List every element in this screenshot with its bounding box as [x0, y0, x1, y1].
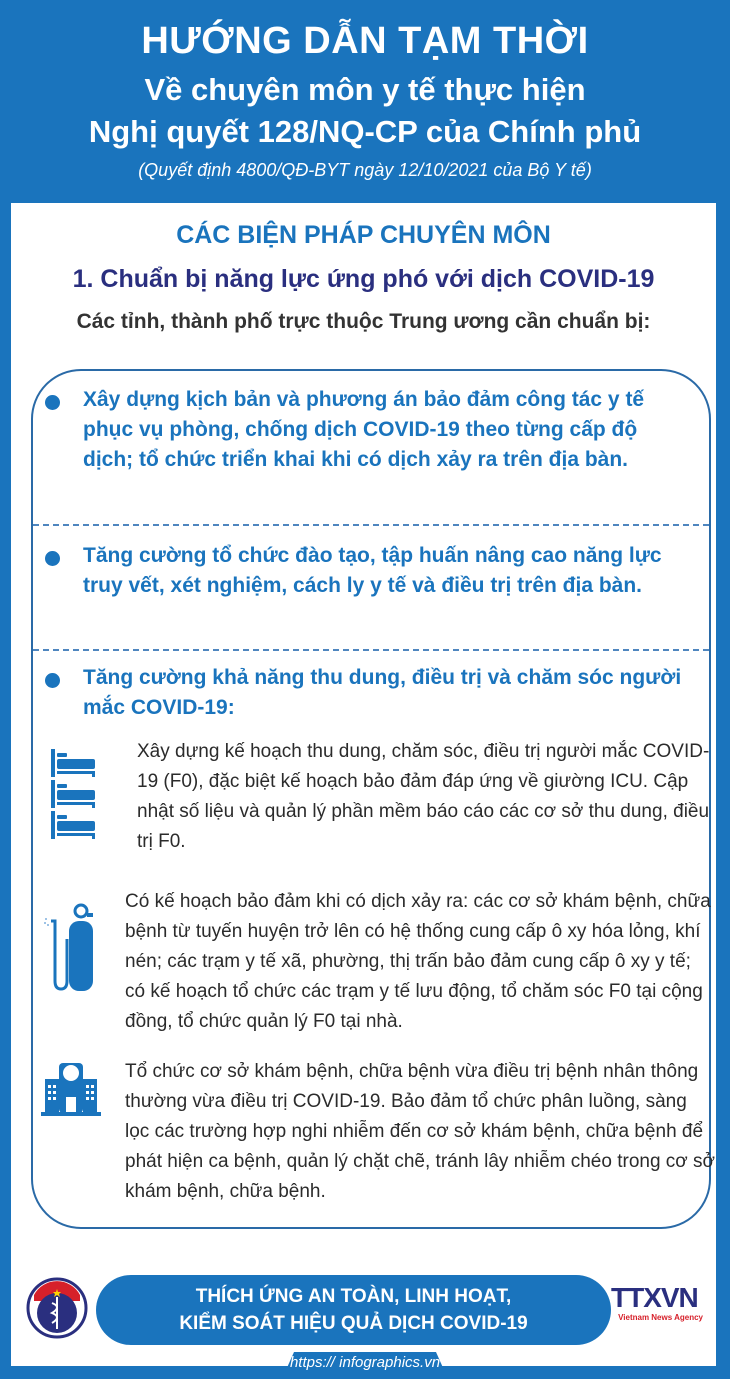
ttxvn-logo: [611, 1283, 711, 1333]
ministry-of-health-logo: [26, 1263, 88, 1353]
content-panel: [11, 203, 716, 1366]
bunk-bed-icon: [51, 749, 97, 839]
section-intro: Các tỉnh, thành phố trực thuộc Trung ương cần chuẩn bị:: [76, 310, 651, 333]
dashed-divider: [33, 649, 709, 651]
decision-note: (Quyết định 4800/QĐ-BYT ngày 12/10/2021 của Bộ Y tế): [138, 160, 592, 180]
page-title: HƯỚNG DẪN TẠM THỜI: [141, 20, 589, 62]
page-subtitle-line1: Về chuyên môn y tế thực hiện: [144, 72, 586, 107]
dashed-divider: [33, 524, 709, 526]
bullet-dot-icon: [45, 551, 60, 566]
slogan-line2: KIỂM SOÁT HIỆU QUẢ DỊCH COVID-19: [179, 1313, 528, 1334]
ttxvn-logo-text: TTXVN: [611, 1282, 698, 1313]
sub-item-text: Có kế hoạch bảo đảm khi có dịch xảy ra: các cơ sở khám bệnh, chữa bệnh từ tuyến huyện trở lên có hệ thống cung cấp ô xy hóa lỏng, khí nén; các trạm y tế xã, phường, thị trấn bảo đảm cung cấp ô xy y tế; có kế hoạch tổ chức các trạm y tế lưu động, tổ chăm sóc F0 tại cộng đồng, tổ chức quản lý F0 tại nhà.: [125, 891, 711, 1032]
ttxvn-tagline: Vietnam News Agency: [618, 1313, 703, 1322]
measures-box: [31, 369, 716, 1229]
page-subtitle-line2: Nghị quyết 128/NQ-CP của Chính phủ: [88, 114, 642, 149]
bullet-dot-icon: [45, 673, 60, 688]
bullet-dot-icon: [45, 395, 60, 410]
bullet-text: Tăng cường khả năng thu dung, điều trị và chăm sóc người mắc COVID-19:: [83, 666, 682, 719]
website-link[interactable]: https:// infographics.vn: [289, 1354, 441, 1371]
header: [0, 0, 730, 200]
section-subtitle: 1. Chuẩn bị năng lực ứng phó với dịch COVID-19: [72, 265, 655, 293]
hospital-icon: [41, 1061, 101, 1117]
oxygen-tank-icon: [43, 899, 103, 994]
slogan-banner: [96, 1275, 611, 1345]
section-title: CÁC BIỆN PHÁP CHUYÊN MÔN: [176, 221, 551, 249]
bullet-text: Tăng cường tổ chức đào tạo, tập huấn nâng cao năng lực truy vết, xét nghiệm, cách ly y tế và điều trị trên địa bàn.: [83, 544, 662, 597]
slogan-line1: THÍCH ỨNG AN TOÀN, LINH HOẠT,: [195, 1286, 512, 1307]
sub-item-text: Tổ chức cơ sở khám bệnh, chữa bệnh vừa điều trị bệnh nhân thông thường vừa điều trị COVID-19. Bảo đảm tổ chức phân luồng, sàng lọc các trường hợp nghi nhiễm đến cơ sở khám bệnh, chữa bệnh để phát hiện ca bệnh, quản lý chặt chẽ, tránh lây nhiễm chéo trong cơ sở khám bệnh, chữa bệnh.: [125, 1061, 716, 1202]
bullet-text: Xây dựng kịch bản và phương án bảo đảm công tác y tế phục vụ phòng, chống dịch COVID-19 theo từng cấp độ dịch; tổ chức triển khai khi có dịch xảy ra trên địa bàn.: [83, 388, 645, 471]
sub-item-text: Xây dựng kế hoạch thu dung, chăm sóc, điều trị người mắc COVID-19 (F0), đặc biệt kế hoạch bảo đảm đáp ứng về giường ICU. Cập nhật số liệu và quản lý phần mềm báo cáo các cơ sở thu dung, điều trị F0.: [137, 741, 710, 852]
